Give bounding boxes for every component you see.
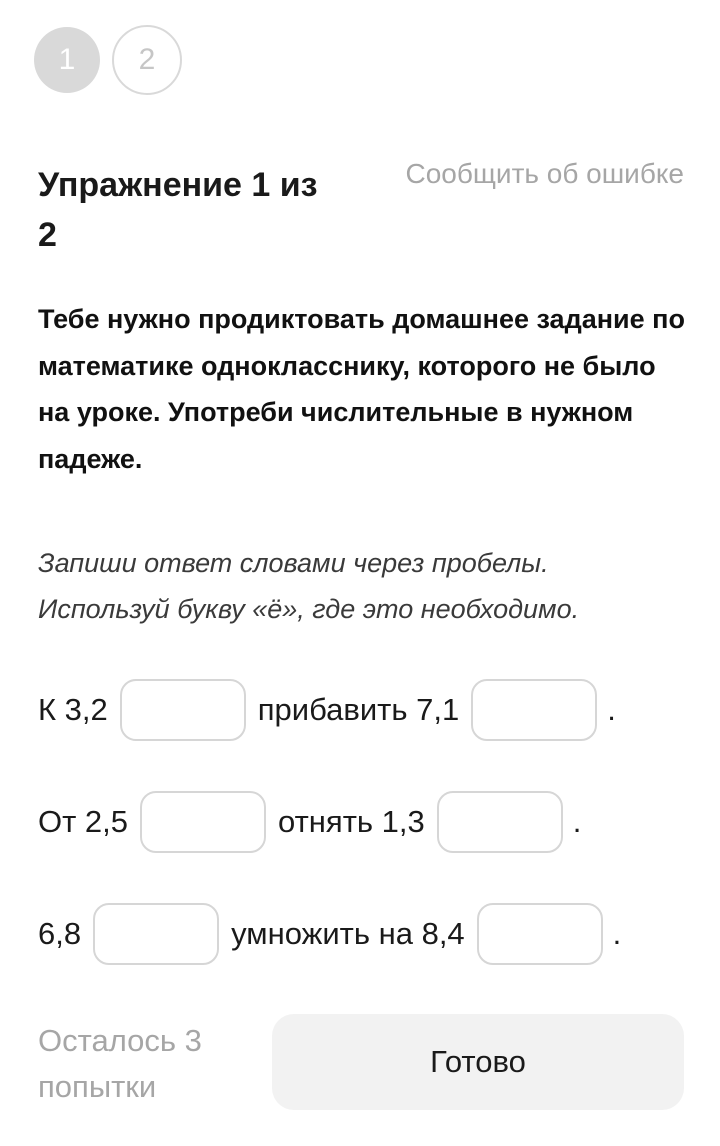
row-2-prefix: От 2,5 — [38, 804, 129, 839]
task-instruction: Тебе нужно продиктовать домашнее задание по математике однокласснику, которого не было на уроке. Употреби числительные в нужном падеже. — [38, 304, 685, 474]
row-2-middle: отнять 1,3 — [278, 804, 425, 839]
report-error-link[interactable]: Сообщить об ошибке — [405, 158, 684, 189]
exercise-row-3 — [38, 901, 621, 967]
row-3-middle: умножить на 8,4 — [231, 916, 465, 951]
row-2-answer-1-input[interactable] — [140, 791, 266, 853]
row-1-answer-1-input[interactable] — [120, 679, 246, 741]
row-2-answer-2-input[interactable] — [437, 791, 563, 853]
row-3-period: . — [612, 916, 622, 951]
step-indicator — [34, 27, 182, 95]
row-2-period: . — [572, 804, 582, 839]
row-3-answer-1-input[interactable] — [93, 903, 219, 965]
attempts-line-2: попытки — [38, 1069, 157, 1104]
row-3-prefix: 6,8 — [38, 916, 82, 951]
attempts-line-1: Осталось 3 — [38, 1023, 202, 1058]
row-1-period: . — [607, 692, 616, 727]
row-1-answer-2-input[interactable] — [471, 679, 597, 741]
answer-hint — [38, 540, 688, 632]
row-3-answer-2-input[interactable] — [477, 903, 603, 965]
exercise-title: Упражнение 1 из 2 — [38, 166, 318, 254]
row-1-prefix: К 3,2 — [38, 692, 108, 727]
row-1-middle: прибавить 7,1 — [257, 692, 460, 727]
hint-line-2: Используй букву «ё», где это необходимо. — [38, 594, 580, 624]
done-button[interactable]: Готово — [272, 1014, 684, 1110]
exercise-row-2 — [38, 789, 581, 855]
step-1[interactable]: 1 — [34, 27, 100, 93]
attempts-remaining — [38, 1018, 258, 1110]
hint-line-1: Запиши ответ словами через пробелы. — [38, 548, 549, 578]
step-2[interactable]: 2 — [112, 25, 182, 95]
exercise-row-1 — [38, 677, 616, 743]
